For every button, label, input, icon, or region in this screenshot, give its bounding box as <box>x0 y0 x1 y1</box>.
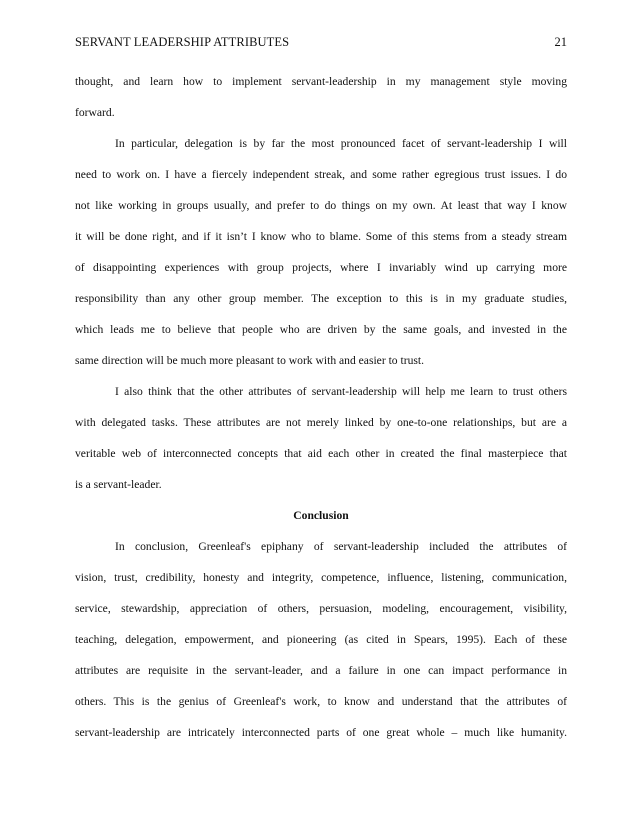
text-line: thought, and learn how to implement servant-leadership in my management style moving <box>75 75 567 88</box>
paragraph-first-line: I also think that the other attributes of servant-leadership will help me learn to trust others <box>115 385 567 398</box>
text-line: is a servant-leader. <box>75 478 162 491</box>
text-line: of disappointing experiences with group projects, where I invariably wind up carrying more <box>75 261 567 274</box>
text-line: teaching, delegation, empowerment, and pioneering (as cited in Spears, 1995). Each of these <box>75 633 567 646</box>
text-line: not like working in groups usually, and prefer to do things on my own. At least that way I know <box>75 199 567 212</box>
text-line: forward. <box>75 106 115 119</box>
text-line: servant-leadership are intricately interconnected parts of one great whole – much like humanity. <box>75 726 567 739</box>
text-line: attributes are requisite in the servant-leader, and a failure in one can impact performance in <box>75 664 567 677</box>
text-line: service, stewardship, appreciation of others, persuasion, modeling, encouragement, visibility, <box>75 602 567 615</box>
text-line: it will be done right, and if it isn’t I know who to blame. Some of this stems from a steady stream <box>75 230 567 243</box>
running-head <box>75 33 567 51</box>
paragraph-first-line: In conclusion, Greenleaf's epiphany of servant-leadership included the attributes of <box>115 540 567 553</box>
body-text <box>75 66 567 748</box>
text-line: vision, trust, credibility, honesty and integrity, competence, influence, listening, communication, <box>75 571 567 584</box>
text-line: with delegated tasks. These attributes are not merely linked by one-to-one relationships, but are a <box>75 416 567 429</box>
text-line: responsibility than any other group member. The exception to this is in my graduate studies, <box>75 292 567 305</box>
text-line: others. This is the genius of Greenleaf's work, to know and understand that the attributes of <box>75 695 567 708</box>
text-line: veritable web of interconnected concepts that aid each other in created the final masterpiece that <box>75 447 567 460</box>
text-line: same direction will be much more pleasant to work with and easier to trust. <box>75 354 425 367</box>
section-heading: Conclusion <box>293 509 349 522</box>
running-head-title: SERVANT LEADERSHIP ATTRIBUTES <box>75 35 290 49</box>
paragraph-first-line: In particular, delegation is by far the most pronounced facet of servant-leadership I will <box>115 137 567 150</box>
page-number: 21 <box>554 35 567 49</box>
text-line: which leads me to believe that people who are driven by the same goals, and invested in the <box>75 323 567 336</box>
text-line: need to work on. I have a fiercely independent streak, and some rather egregious trust issues. I do <box>75 168 567 181</box>
